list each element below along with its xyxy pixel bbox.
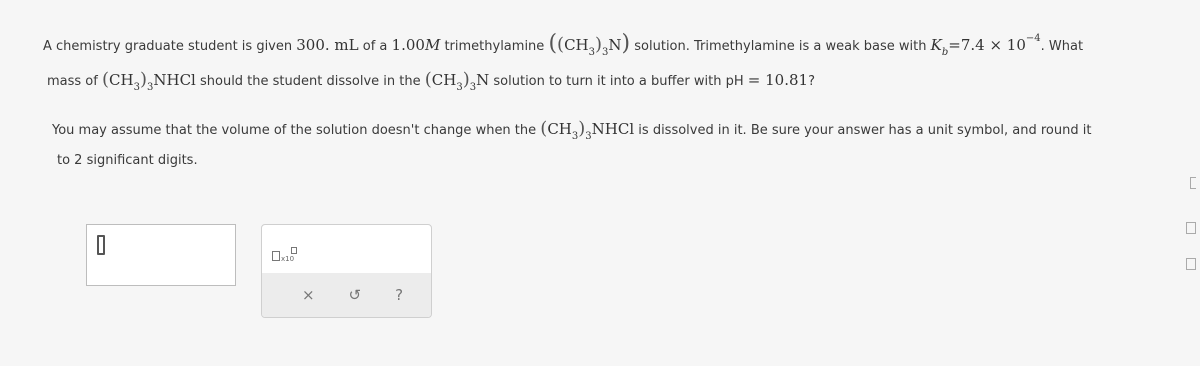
scientific-notation-button[interactable]: [270, 247, 300, 263]
answer-toolbar: [261, 224, 432, 318]
question-line-3: [52, 118, 1091, 142]
help-button[interactable]: ?: [395, 286, 404, 304]
trimethylamine-formula: $((CH_3)_3N)$: [548, 31, 631, 58]
question-text: ?: [808, 74, 815, 89]
question-text: A chemistry graduate student is given: [43, 39, 293, 54]
concentration-value: 1.00: [391, 36, 425, 54]
question-line-1: [43, 31, 1083, 58]
message-icon[interactable]: [1186, 258, 1196, 270]
question-line-4: [57, 153, 198, 168]
clear-button[interactable]: ×: [301, 286, 315, 304]
question-text: of a: [362, 39, 388, 54]
kb-symbol: $K_b$: [930, 36, 949, 58]
salt-formula: $(CH_3)_3NHCl$: [101, 69, 196, 93]
volume-value: 300. mL: [296, 36, 359, 54]
side-panel-icon[interactable]: [1190, 177, 1196, 189]
data-icon[interactable]: [1186, 222, 1196, 234]
kb-exponent: −4: [1025, 33, 1041, 44]
question-text: to 2 significant digits.: [57, 153, 198, 168]
question-text: should the student dissolve in the: [199, 74, 421, 89]
x10-label: x10: [281, 255, 295, 263]
compound-name: trimethylamine: [444, 39, 545, 54]
concentration-unit: M: [424, 36, 441, 54]
exponent-box-icon: [291, 247, 297, 254]
salt-formula: $(CH_3)_3NHCl$: [540, 118, 635, 142]
mantissa-box-icon: [272, 251, 280, 261]
question-line-2: [47, 69, 815, 93]
question-text: is dissolved in it. Be sure your answer has a unit symbol, and round it: [638, 123, 1092, 138]
undo-button[interactable]: ↺: [348, 286, 362, 304]
text-cursor: [97, 235, 105, 255]
base-formula: $(CH_3)_3N$: [424, 69, 490, 93]
kb-value: =7.4 × 10: [948, 36, 1026, 54]
question-text: mass of: [47, 74, 98, 89]
question-text: You may assume that the volume of the solution doesn't change when the: [52, 123, 537, 138]
answer-input[interactable]: [86, 224, 236, 286]
ph-value: = 10.81: [747, 71, 809, 89]
question-text: solution to turn it into a buffer with pH: [493, 74, 744, 89]
question-text: solution. Trimethylamine is a weak base with: [634, 39, 927, 54]
question-text: . What: [1040, 39, 1084, 54]
